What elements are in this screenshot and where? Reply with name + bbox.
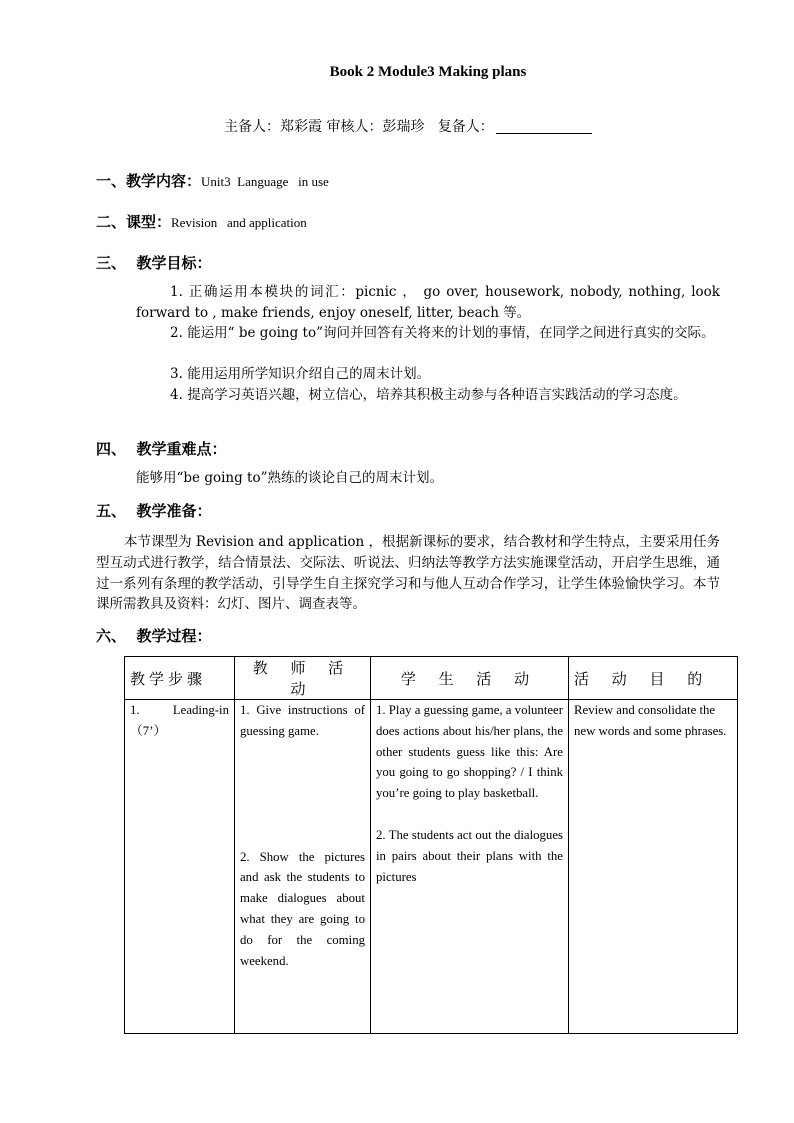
process-table	[124, 656, 738, 1034]
goal-item-text: 正确运用本模块的词汇：picnic ， go over, housework, nobody, nothing, look forward to , make friends, enjoy oneself, litter, beach 等。	[136, 284, 720, 321]
step-text: 1. Leading-in （7’）	[130, 703, 229, 738]
student-activity-2: 2. The students act out the dialogues in pairs about their plans with the pictures	[376, 827, 563, 884]
section-key-points	[96, 438, 226, 459]
header-student: 学 生 活 动	[371, 657, 569, 700]
section-type	[96, 211, 307, 232]
cell-purpose	[569, 700, 738, 1034]
goal-item-text: 能运用“ be going to”询问并回答有关将来的计划的事情，在同学之间进行真实的交际。	[187, 325, 715, 341]
section-content-value: Unit3 Language in use	[201, 174, 329, 189]
goal-item	[136, 282, 720, 323]
section-preparation-heading: 五、 教学准备：	[96, 502, 212, 520]
section-goals	[96, 252, 211, 273]
goal-item-number: 3.	[170, 366, 183, 382]
teacher-activity-1: 1. Give instructions of guessing game.	[240, 703, 365, 738]
section-process	[96, 625, 211, 646]
goal-item-number: 1.	[170, 284, 183, 300]
teacher-activity-2: 2. Show the pictures and ask the students to make dialogues about what they are going to do for the coming weekend.	[240, 849, 365, 968]
goal-item	[136, 385, 720, 406]
goal-item-number: 4.	[170, 387, 183, 403]
table-header-row	[125, 657, 738, 700]
header-purpose: 活 动 目 的	[569, 657, 738, 700]
review-name: 彭瑞珍	[382, 119, 425, 135]
cell-teacher	[235, 700, 371, 1034]
goal-item-text: 能用运用所学知识介绍自己的周末计划。	[187, 366, 431, 382]
preparation-text: 本节课型为 Revision and application ，根据新课标的要求，结合教材和学生特点，主要采用任务型互动式进行教学，结合情景法、交际法、听说法、归纳法等教学方法实施课堂活动，开启学生思维，通过一系列有条理的教学活动，引导学生自主探究学习和与他人互动合作学习，让学生体验愉快学习。本节课所需教具及资料：幻灯、图片、调查表等。	[96, 534, 720, 613]
cell-step	[125, 700, 235, 1034]
goal-item	[136, 323, 720, 344]
goal-item-text: 提高学习英语兴趣，树立信心，培养其积极主动参与各种语言实践活动的学习态度。	[187, 387, 687, 403]
lead-label: 主备人：	[224, 119, 280, 135]
header-teacher: 教 师 活 动	[235, 657, 371, 700]
section-process-heading: 六、 教学过程：	[96, 627, 212, 645]
document-title: Book 2 Module3 Making plans	[329, 64, 527, 80]
section-preparation	[96, 500, 211, 521]
authors-line	[224, 116, 592, 136]
purpose-text: Review and consolidate the new words and some phrases.	[574, 703, 727, 738]
header-step: 教学步骤	[125, 657, 235, 700]
co-label: 复备人：	[437, 119, 494, 135]
review-label: 审核人：	[326, 119, 383, 135]
lead-name: 郑彩霞	[280, 119, 322, 135]
table-row	[125, 700, 738, 1034]
section-goals-heading: 三、 教学目标：	[96, 254, 212, 272]
section-type-value: Revision and application	[171, 215, 307, 230]
cell-student	[371, 700, 569, 1034]
goal-item	[136, 364, 720, 385]
section-key-points-heading: 四、 教学重难点：	[96, 440, 227, 458]
co-name-blank	[496, 119, 592, 134]
section-content-heading: 一、教学内容：	[96, 172, 202, 190]
section-content	[96, 170, 329, 191]
student-activity-1: 1. Play a guessing game, a volunteer does actions about his/her plans, the other students guess like this: Are you going to go shopping? / I think you’re going to play basketball.	[376, 703, 563, 801]
key-points-text: 能够用“be going to”熟练的谈论自己的周末计划。	[136, 470, 443, 486]
goal-item-number: 2.	[170, 325, 183, 341]
section-type-heading: 二、课型：	[96, 213, 172, 231]
